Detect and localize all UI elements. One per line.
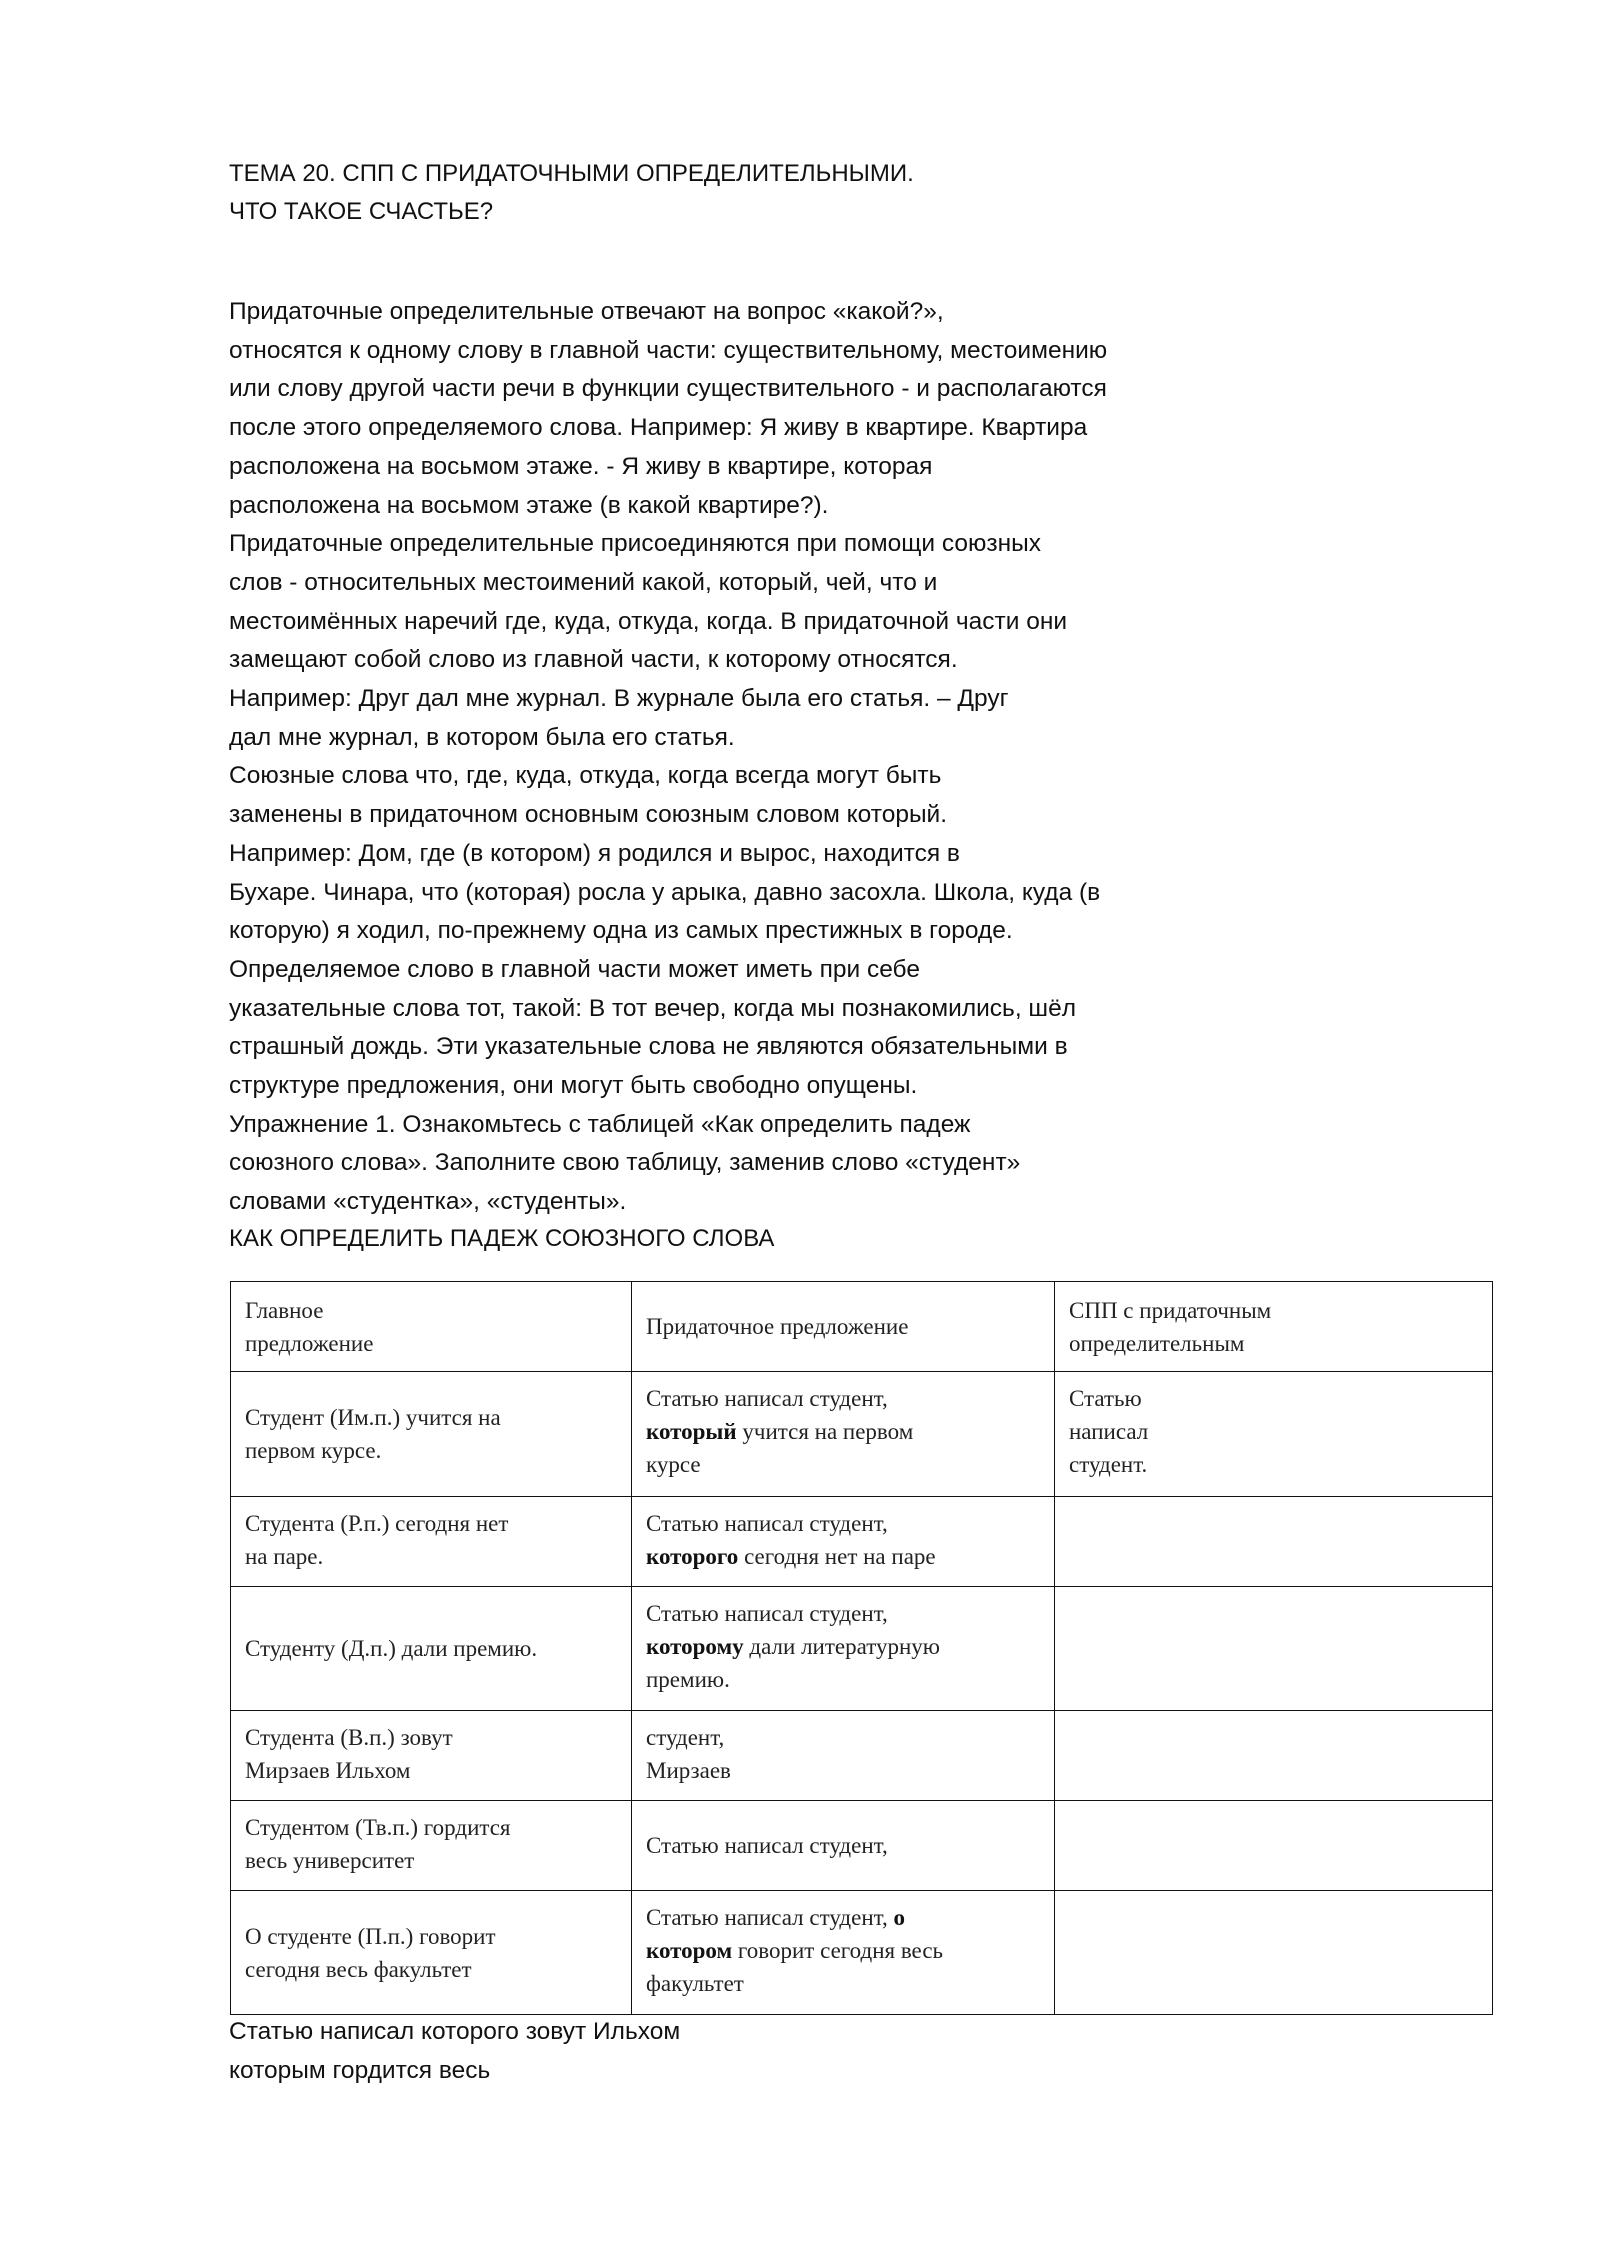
body-line: местоимённых наречий где, куда, откуда, когда. В придаточной части они (229, 607, 1068, 635)
cell-text: первом курсе. (245, 1438, 382, 1463)
body-line: которую) я ходил, по-прежнему одна из самых престижных в городе. (229, 917, 1013, 945)
body-line: словами «студентка», «студенты». (229, 1188, 627, 1216)
header-sub-text: Придаточное предложение (646, 1314, 909, 1339)
cell-text: Статью (1069, 1386, 1142, 1411)
table-row (231, 1497, 1493, 1587)
cell-main (231, 1372, 632, 1497)
table-title: КАК ОПРЕДЕЛИТЬ ПАДЕЖ СОЮЗНОГО СЛОВА (229, 1225, 775, 1252)
cell-text: Студенту (Д.п.) дали премию. (245, 1636, 538, 1661)
table-row (231, 1372, 1493, 1497)
cell-spp (1055, 1372, 1493, 1497)
body-line: Придаточные определительные отвечают на вопрос «какой?», (229, 298, 944, 325)
cell-spp-empty (1055, 1891, 1493, 2015)
body-line: указательные слова тот, такой: В тот вечер, когда мы познакомились, шёл (229, 994, 1077, 1022)
body-line: замещают собой слово из главной части, к которому относятся. (229, 646, 958, 674)
cell-text: Мирзаев (646, 1758, 731, 1783)
body-line: Например: Друг дал мне журнал. В журнале была его статья. – Друг (229, 685, 1009, 713)
relative-word: котором (646, 1938, 733, 1963)
header-subordinate-clause (632, 1282, 1055, 1372)
cell-spp-empty (1055, 1587, 1493, 1711)
cell-text: Студент (Им.п.) учится на (245, 1405, 501, 1430)
cell-subordinate (632, 1497, 1055, 1587)
relative-word: который (646, 1419, 737, 1444)
cell-spp-empty (1055, 1801, 1493, 1891)
document-title (229, 155, 1379, 231)
table-row (231, 1711, 1493, 1801)
cell-text: на паре. (245, 1544, 324, 1569)
cell-text: Студента (В.п.) зовут (245, 1725, 453, 1750)
cell-subordinate (632, 1891, 1055, 2015)
header-main-clause (231, 1282, 632, 1372)
header-spp (1055, 1282, 1493, 1372)
relative-word: которого (646, 1544, 739, 1569)
cell-spp-empty (1055, 1711, 1493, 1801)
cell-main (231, 1711, 632, 1801)
body-text (229, 293, 1379, 1222)
cell-text: студент, (646, 1725, 725, 1750)
body-line: Упражнение 1. Ознакомьтесь с таблицей «Как определить падеж (229, 1110, 971, 1138)
note-line: Статью написал которого зовут Ильхом (229, 2018, 681, 2045)
table-header-row (231, 1282, 1493, 1372)
header-spp-line: определительным (1069, 1330, 1245, 1356)
body-line: или слову другой части речи в функции существительного - и располагаются (229, 375, 1107, 403)
relative-word: которому (646, 1634, 744, 1659)
trailing-notes (229, 2012, 1379, 2090)
cell-text: сегодня нет на паре (738, 1544, 936, 1569)
relative-word: о (893, 1905, 905, 1930)
body-line: заменены в придаточном основным союзным словом который. (229, 801, 948, 829)
cell-main (231, 1801, 632, 1891)
cell-subordinate (632, 1587, 1055, 1711)
body-line: слов - относительных местоимений какой, который, чей, что и (229, 568, 938, 596)
cell-text: говорит сегодня весь (732, 1938, 944, 1963)
cell-text: Статью написал студент, (646, 1601, 888, 1626)
body-line: структуре предложения, они могут быть свободно опущены. (229, 1072, 918, 1100)
cell-text: студент. (1069, 1452, 1148, 1477)
body-line: после этого определяемого слова. Например: Я живу в квартире. Квартира (229, 414, 1088, 442)
cell-spp-empty (1055, 1497, 1493, 1587)
body-line: расположена на восьмом этаже (в какой квартире?). (229, 491, 829, 519)
body-line: страшный дождь. Эти указательные слова не являются обязательными в (229, 1033, 1068, 1061)
table-row (231, 1801, 1493, 1891)
title-line-2: ЧТО ТАКОЕ СЧАСТЬЕ? (229, 198, 494, 225)
case-table (230, 1281, 1493, 2015)
body-line: Придаточные определительные присоединяются при помощи союзных (229, 530, 1042, 558)
title-line-1: ТЕМА 20. СПП С ПРИДАТОЧНЫМИ ОПРЕДЕЛИТЕЛЬНЫМИ. (229, 160, 914, 187)
cell-text: факультет (646, 1971, 744, 1996)
cell-text: дали литературную (743, 1634, 940, 1659)
cell-main (231, 1497, 632, 1587)
header-main-line: предложение (245, 1330, 374, 1356)
body-line: Союзные слова что, где, куда, откуда, когда всегда могут быть (229, 762, 942, 790)
header-main-line: Главное (245, 1297, 324, 1323)
cell-text: сегодня весь факультет (245, 1956, 472, 1982)
cell-text: О студенте (П.п.) говорит (245, 1923, 496, 1949)
body-line: Например: Дом, где (в котором) я родился и вырос, находится в (229, 839, 960, 867)
cell-subordinate (632, 1711, 1055, 1801)
cell-text: премию. (646, 1667, 730, 1692)
cell-main (231, 1891, 632, 2015)
cell-text: написал (1069, 1419, 1149, 1444)
cell-text: Статью написал студент, (646, 1511, 888, 1536)
cell-subordinate (632, 1801, 1055, 1891)
header-spp-line: СПП с придаточным (1069, 1297, 1272, 1323)
cell-text: Статью написал студент, (646, 1386, 888, 1411)
cell-subordinate (632, 1372, 1055, 1497)
body-line: расположена на восьмом этаже. - Я живу в квартире, которая (229, 452, 933, 480)
cell-text: Статью написал студент, (646, 1905, 894, 1930)
cell-text: курсе (646, 1452, 701, 1477)
body-line: дал мне журнал, в котором была его статья. (229, 723, 735, 751)
cell-text: Студента (Р.п.) сегодня нет (245, 1511, 509, 1536)
cell-text: учится на первом (736, 1419, 914, 1444)
body-line: Определяемое слово в главной части может иметь при себе (229, 955, 920, 983)
body-line: союзного слова». Заполните свою таблицу, заменив слово «студент» (229, 1149, 1021, 1177)
cell-text: весь университет (245, 1848, 415, 1873)
cell-text: Мирзаев Ильхом (245, 1758, 411, 1783)
body-line: относятся к одному слову в главной части: существительному, местоимению (229, 336, 1108, 364)
cell-text: Студентом (Тв.п.) гордится (245, 1815, 511, 1840)
cell-main (231, 1587, 632, 1711)
body-line: Бухаре. Чинара, что (которая) росла у арыка, давно засохла. Школа, куда (в (229, 878, 1101, 906)
table-row (231, 1891, 1493, 2015)
cell-text: Статью написал студент, (646, 1833, 888, 1858)
note-line: которым гордится весь (229, 2057, 491, 2084)
table-row (231, 1587, 1493, 1711)
